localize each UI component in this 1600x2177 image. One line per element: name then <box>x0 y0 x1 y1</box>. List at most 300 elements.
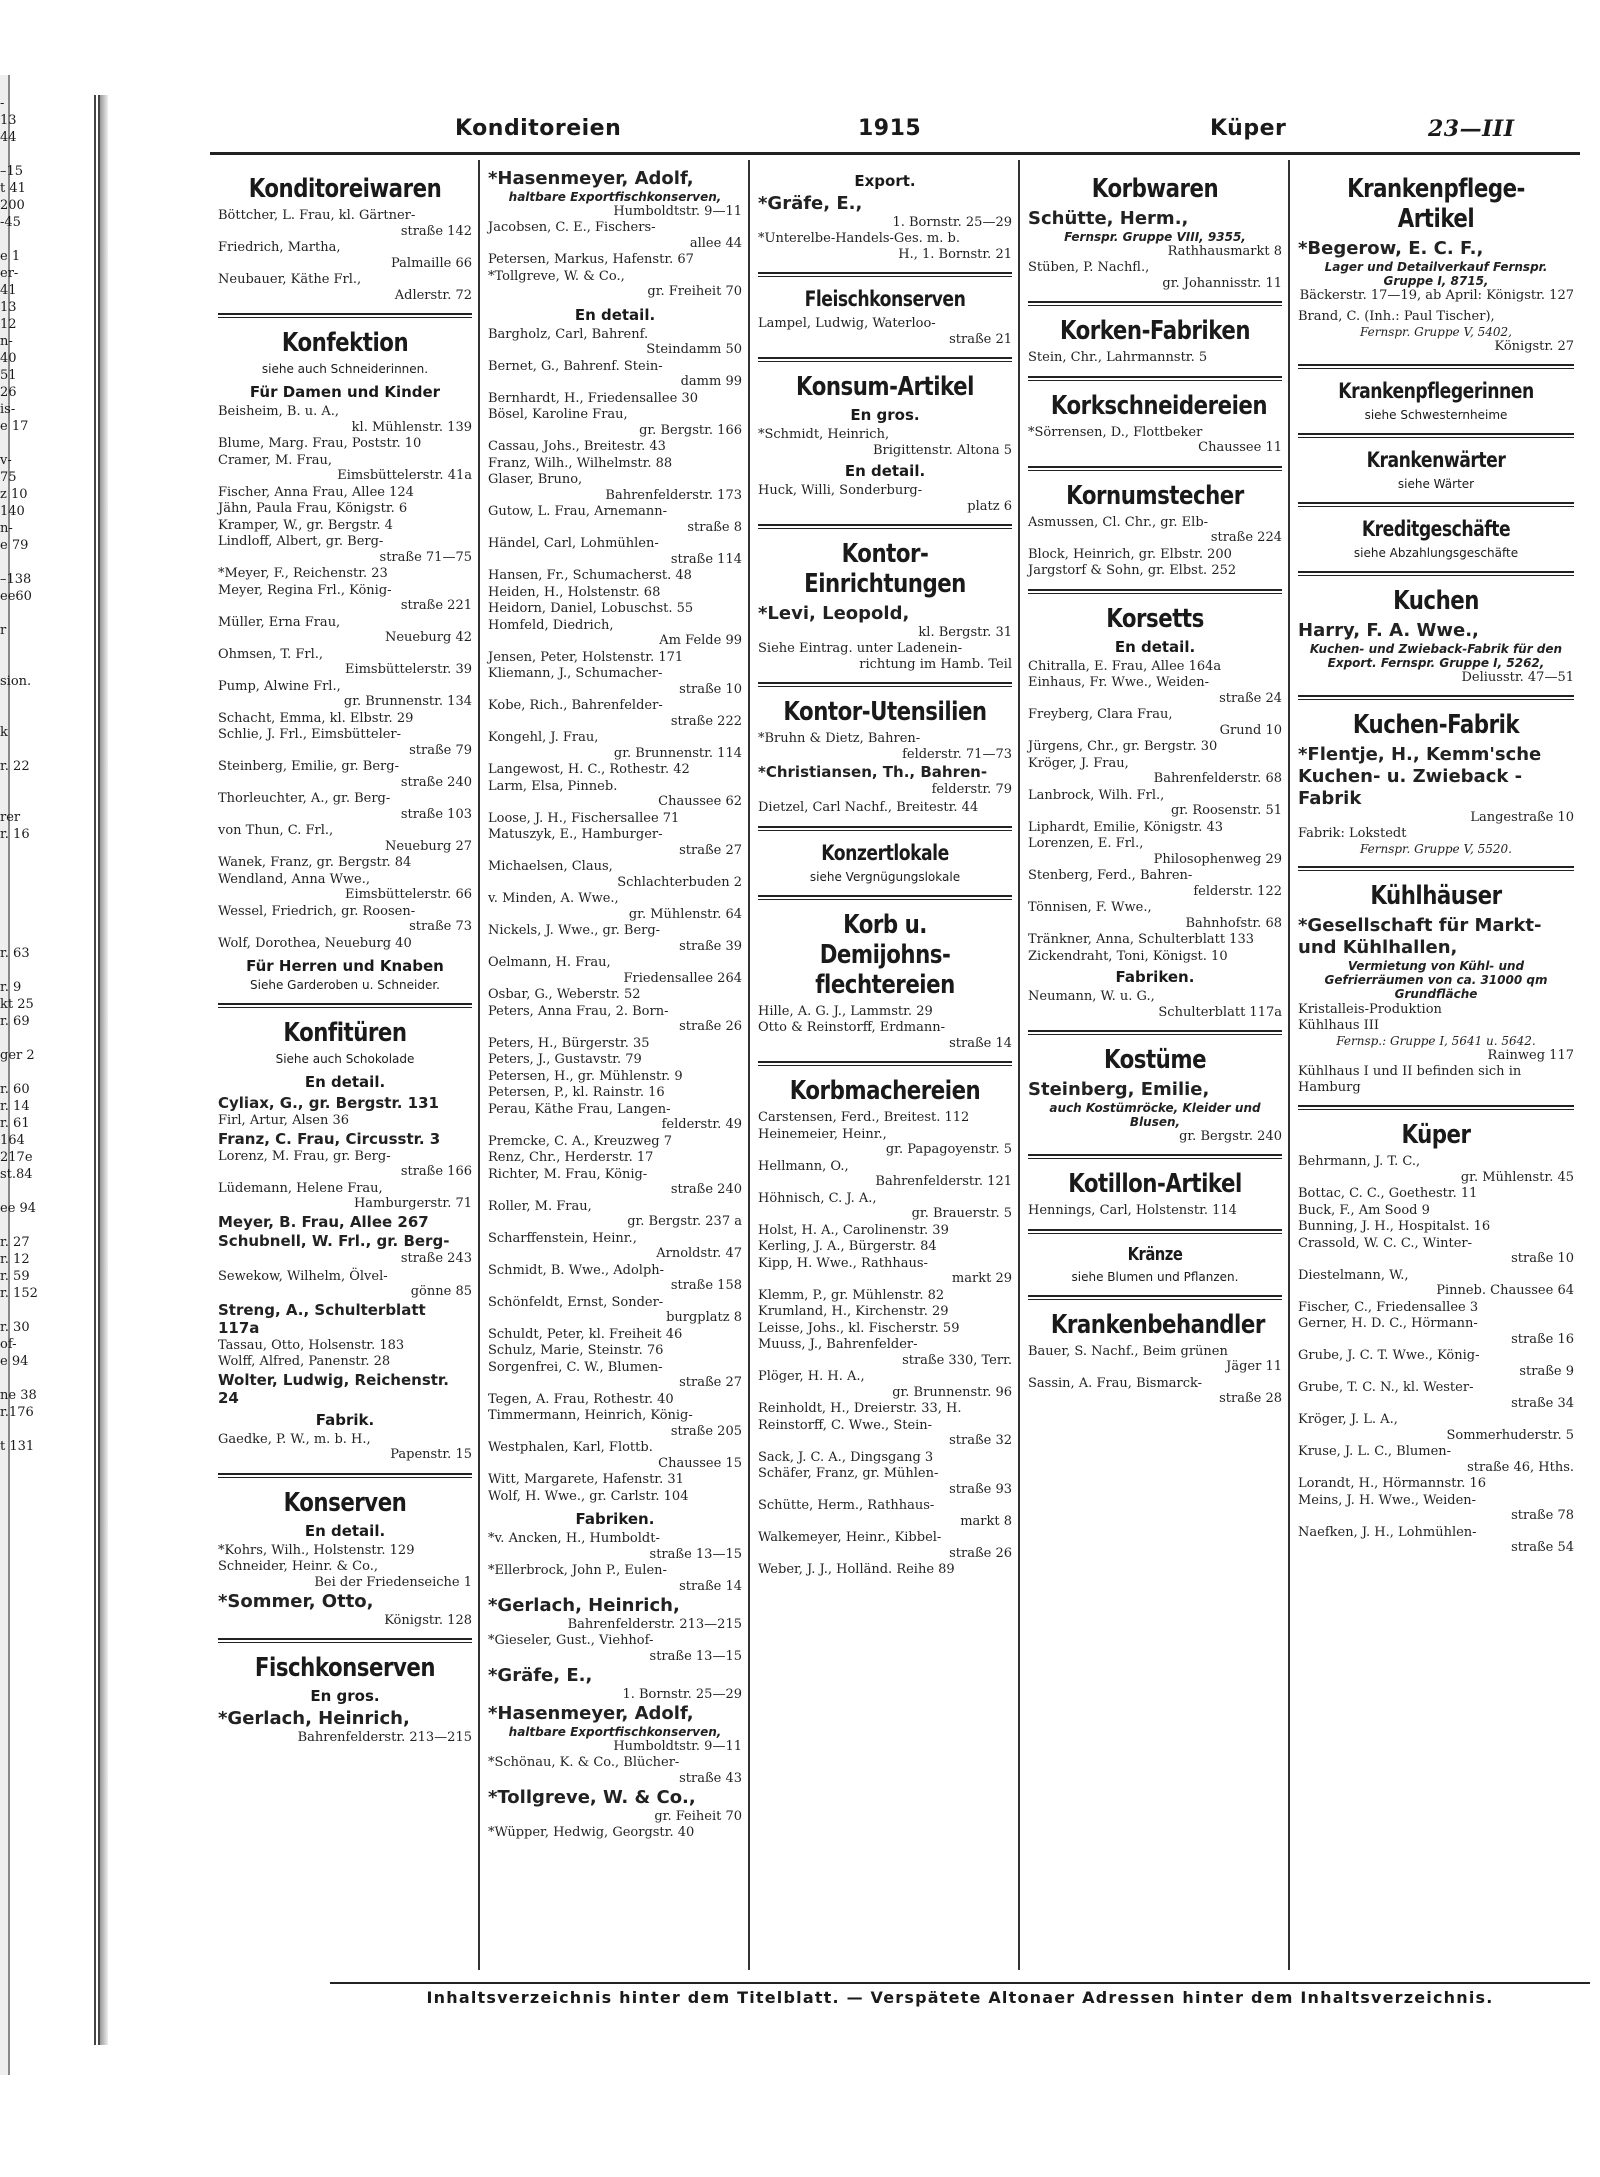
entry-address: straße 73 <box>409 919 472 934</box>
entry-address: Steindamm 50 <box>646 342 742 357</box>
entry-name: Petersen, P., kl. Rainstr. 16 <box>488 1085 665 1100</box>
directory-entry <box>218 404 472 435</box>
entry-address: straße 71—75 <box>379 549 472 565</box>
entry-name: Oelmann, H. Frau, <box>488 955 611 970</box>
entry-address: felderstr. 79 <box>931 782 1012 797</box>
directory-entry <box>1028 515 1282 546</box>
left-page-fragment-line <box>0 554 94 571</box>
entry-address: gr. Brauerstr. 5 <box>911 1206 1012 1221</box>
entry-name: Kröger, J. L. A., <box>1298 1412 1398 1427</box>
entry-name: *Schönau, K. & Co., Blücher- <box>488 1755 680 1770</box>
left-page-fragment-line <box>0 1217 94 1234</box>
entry-name: *Ellerbrock, John P., Eulen- <box>488 1563 667 1578</box>
entry-name: Timmermann, Heinrich, König- <box>488 1408 693 1423</box>
entry-name: Tegen, A. Frau, Rothestr. 40 <box>488 1391 674 1407</box>
directory-section <box>1298 571 1574 685</box>
directory-section <box>488 306 742 1505</box>
entry-address: allee 44 <box>689 235 742 251</box>
directory-entry <box>488 1069 742 1085</box>
entry-name: Naefken, J. H., Lohmühlen- <box>1298 1524 1477 1540</box>
entry-name: Crassold, W. C. C., Winter- <box>1298 1235 1472 1251</box>
entry-name: Tassau, Otto, Holsenstr. 183 <box>218 1337 405 1353</box>
section-heading: Korbwaren <box>1091 174 1219 204</box>
directory-entry <box>758 1450 1012 1466</box>
section-heading: Korkschneidereien <box>1050 390 1268 421</box>
directory-entry <box>1298 1348 1574 1379</box>
entry-address: straße 13—15 <box>649 1648 742 1664</box>
entry-name: *Hasenmeyer, Adolf, <box>488 1703 694 1724</box>
directory-entry <box>488 1036 742 1052</box>
section-subheading: Fabrik. <box>315 1410 375 1429</box>
directory-section <box>758 357 1012 514</box>
entry-address: burgplatz 8 <box>666 1310 742 1325</box>
left-page-fragment-line: –138 <box>0 572 32 587</box>
entry-name: Kongehl, J. Frau, <box>488 730 599 745</box>
left-page-fragment-line <box>0 928 94 945</box>
entry-address: straße 114 <box>670 551 742 567</box>
left-page-fragment-line <box>0 792 94 809</box>
entry-name: Reinstorff, C. Wwe., Stein- <box>758 1417 933 1433</box>
entry-name: Meins, J. H. Wwe., Weiden- <box>1298 1492 1477 1508</box>
entry-name: Schmidt, B. Wwe., Adolph- <box>488 1262 665 1278</box>
entry-address: gr. Brunnenstr. 96 <box>892 1384 1012 1400</box>
entry-name: Osbar, G., Weberstr. 52 <box>488 987 641 1002</box>
binding-shadow <box>100 95 108 2045</box>
directory-column <box>750 160 1020 1970</box>
entry-address: straße 14 <box>949 1035 1012 1051</box>
entry-name: Cramer, M. Frau, <box>218 452 333 468</box>
directory-entry <box>1298 1002 1574 1018</box>
entry-name: *Gieseler, Gust., Viehhof- <box>488 1633 654 1648</box>
left-page-fragment-line <box>0 1064 94 1081</box>
section-divider <box>1028 1295 1282 1300</box>
directory-entry <box>218 566 472 582</box>
entry-name: *Levi, Leopold, <box>758 603 910 624</box>
directory-entry <box>488 269 742 300</box>
left-page-fragment-line: r. 69 <box>0 1014 30 1029</box>
directory-entry <box>218 855 472 871</box>
section-heading: Korken-Fabriken <box>1059 316 1251 346</box>
directory-column <box>1020 160 1290 1970</box>
entry-name: *Sörrensen, D., Flottbeker <box>1028 424 1203 440</box>
directory-entry <box>1298 744 1574 825</box>
left-page-fragment-line: 44 <box>0 130 17 145</box>
left-page-fragment-line: 75 <box>0 470 17 485</box>
entry-address: Humboldtstr. 9—11 <box>613 1739 742 1754</box>
left-page-fragment-line: t 41 <box>0 181 26 196</box>
directory-entry <box>758 427 1012 458</box>
page-header <box>210 112 1580 155</box>
entry-name: Leisse, Johs., kl. Fischerstr. 59 <box>758 1320 960 1336</box>
directory-entry <box>218 647 472 678</box>
directory-entry <box>488 811 742 827</box>
entry-name: Stenberg, Ferd., Bahren- <box>1028 868 1193 883</box>
left-page-fragment-line: r. 9 <box>0 980 22 995</box>
directory-entry <box>758 193 1012 230</box>
entry-name: Sack, J. C. A., Dingsgang 3 <box>758 1449 934 1465</box>
section-subheading: En detail. <box>304 1073 386 1091</box>
entry-address: Eimsbüttelerstr. 39 <box>344 662 472 677</box>
directory-section <box>758 272 1012 347</box>
entry-name: Behrmann, J. T. C., <box>1298 1154 1421 1169</box>
entry-address: Grund 10 <box>1219 722 1282 738</box>
left-page-fragment-line <box>0 707 94 724</box>
entry-name: *Flentje, H., Kemm'sche Kuchen- u. Zwieback - Fabrik <box>1298 744 1542 809</box>
directory-section <box>1028 1229 1282 1285</box>
directory-entry <box>218 1338 472 1354</box>
left-page-fragment-line <box>0 1183 94 1200</box>
directory-entry <box>218 1543 472 1559</box>
directory-entry <box>758 641 1012 672</box>
entry-name: Schönfeldt, Ernst, Sonder- <box>488 1294 664 1310</box>
entry-name: Huck, Willi, Sonderburg- <box>758 483 923 498</box>
entry-name: Bunning, J. H., Hospitalst. 16 <box>1298 1219 1491 1234</box>
entry-address: Neueburg 42 <box>384 630 472 645</box>
directory-entry <box>1298 1268 1574 1299</box>
left-page-fragment-line: ger 2 <box>0 1048 35 1063</box>
section-subheading: En detail. <box>1114 637 1196 656</box>
entry-name: Höhnisch, C. J. A., <box>758 1190 877 1206</box>
directory-entry <box>488 1440 742 1471</box>
directory-entry <box>488 585 742 601</box>
entry-address: Eimsbüttelerstr. 41a <box>337 468 472 483</box>
cross-reference: siehe Wärter <box>1397 477 1475 491</box>
directory-entry <box>218 453 472 484</box>
cross-reference: siehe Blumen und Pflanzen. <box>1071 1269 1239 1284</box>
entry-name: Heidorn, Daniel, Lobuschst. 55 <box>488 601 694 616</box>
section-divider <box>1298 866 1574 871</box>
entry-name: Lanbrock, Wilh. Frl., <box>1028 787 1165 803</box>
entry-address: kl. Mühlenstr. 139 <box>351 419 472 435</box>
left-page-fragment-line: r.176 <box>0 1405 34 1420</box>
entry-name: *Bruhn & Dietz, Bahren- <box>758 731 921 746</box>
entry-address: Rainweg 117 <box>1487 1047 1574 1063</box>
left-page-fragment-line: - <box>0 96 5 111</box>
section-heading: Kuchen-Fabrik <box>1352 710 1520 740</box>
entry-name: Bösel, Karoline Frau, <box>488 407 628 422</box>
entry-name: *Gesellschaft für Markt- und Kühlhallen, <box>1298 914 1542 958</box>
entry-name: Böttcher, L. Frau, kl. Gärtner- <box>218 208 416 223</box>
left-page-fragment-line: e 1 <box>0 249 21 264</box>
entry-name: Zickendraht, Toni, Königst. 10 <box>1028 948 1228 964</box>
entry-name: Bernhardt, H., Friedensallee 30 <box>488 390 698 406</box>
section-divider <box>758 524 1012 529</box>
entry-name: Schäfer, Franz, gr. Mühlen- <box>758 1466 939 1481</box>
directory-entry <box>488 923 742 954</box>
directory-entry <box>1028 900 1282 931</box>
left-page-fragment-line: n- <box>0 334 13 349</box>
entry-address: straße 26 <box>679 1019 742 1034</box>
entry-name: Thorleuchter, A., gr. Berg- <box>218 791 391 806</box>
section-heading: Kontor-Einrichtungen <box>804 539 966 599</box>
entry-name: *Gerlach, Heinrich, <box>488 1595 680 1616</box>
entry-name: Harry, F. A. Wwe., <box>1298 620 1479 641</box>
left-page-fragment-line: st.84 <box>0 1167 33 1182</box>
directory-section <box>1028 1154 1282 1219</box>
entry-address: Chaussee 15 <box>658 1455 742 1471</box>
entry-name: *Tollgreve, W. & Co., <box>488 1787 696 1808</box>
entry-name: Wolf, H. Wwe., gr. Carlstr. 104 <box>488 1488 689 1504</box>
entry-name: Petersen, H., gr. Mühlenstr. 9 <box>488 1068 683 1084</box>
entry-name: Gaedke, P. W., m. b. H., <box>218 1431 371 1447</box>
section-heading: Konsum-Artikel <box>796 372 974 402</box>
entry-name: *Christiansen, Th., Bahren- <box>758 763 988 781</box>
entry-name: Diestelmann, W., <box>1298 1267 1409 1283</box>
left-page-fragment-line: 140 <box>0 504 25 519</box>
left-page-fragment-line: 41 <box>0 283 17 298</box>
directory-section <box>218 957 472 993</box>
left-page-fragment-line: 51 <box>0 368 17 383</box>
entry-name: Fischer, Anna Frau, Allee 124 <box>218 484 414 500</box>
directory-entry <box>218 1432 472 1463</box>
left-page-fragment-line: 40 <box>0 351 17 366</box>
section-subheading: Export. <box>854 172 916 190</box>
entry-address: markt 29 <box>951 1271 1012 1286</box>
left-page-fragment-line: r. 61 <box>0 1116 30 1131</box>
directory-section <box>1298 174 1574 303</box>
entry-address: felderstr. 122 <box>1193 883 1282 899</box>
directory-entry <box>758 316 1012 347</box>
entry-address: Philosophenweg 29 <box>1153 851 1282 867</box>
entry-address: straße 28 <box>1219 1391 1282 1406</box>
section-subheading: Fabriken. <box>575 1510 655 1528</box>
entry-name: Bernet, G., Bahrenf. Stein- <box>488 358 663 374</box>
left-page-fragment-line <box>0 690 94 707</box>
entry-address: gr. Johannisstr. 11 <box>1162 275 1282 291</box>
directory-section <box>1028 589 1282 1021</box>
section-heading: Kontor-Utensilien <box>783 697 987 727</box>
cross-reference: siehe Schwesternheime <box>1364 408 1508 422</box>
directory-section <box>1298 695 1574 856</box>
left-page-fragment-line: kt 25 <box>0 997 34 1012</box>
directory-entry <box>1298 915 1574 1001</box>
entry-name: Otto & Reinstorff, Erdmann- <box>758 1020 945 1035</box>
entry-name: Brand, C. (Inh.: Paul Tischer), <box>1298 309 1495 324</box>
section-heading: Korb u. Demijohns-flechtereien <box>815 909 955 1000</box>
section-divider <box>1298 433 1574 438</box>
section-heading: Kreditgeschäfte <box>1361 517 1511 541</box>
entry-note: Vermietung von Kühl- und Gefrierräumen von ca. 31000 qm Grundfläche <box>1324 958 1548 1001</box>
header-year: 1915 <box>858 116 922 141</box>
section-divider <box>758 826 1012 831</box>
entry-address: Langestraße 10 <box>1470 810 1574 825</box>
directory-column <box>210 160 480 1970</box>
entry-name: Wendland, Anna Wwe., <box>218 871 371 887</box>
directory-entry <box>1298 1493 1574 1524</box>
entry-note: Fernspr. Gruppe V, 5402, <box>1359 324 1512 339</box>
entry-name: Kristalleis-Produktion <box>1298 1001 1442 1017</box>
entry-address: gr. Feiheit 70 <box>654 1809 742 1824</box>
entry-name: Fischer, C., Friedensallee 3 <box>1298 1299 1479 1315</box>
entry-name: Perau, Käthe Frau, Langen- <box>488 1101 671 1117</box>
left-page-fragment-line: -45 <box>0 215 21 230</box>
entry-address: Brigittenstr. Altona 5 <box>873 442 1012 458</box>
entry-address: straße 158 <box>670 1278 742 1293</box>
entry-address: straße 14 <box>679 1578 742 1594</box>
left-page-fragment-line <box>0 775 94 792</box>
entry-name: Sassin, A. Frau, Bismarck- <box>1028 1375 1203 1391</box>
left-page-fragment-line: r. 60 <box>0 1082 30 1097</box>
entry-address: straße 9 <box>1519 1363 1574 1379</box>
directory-section <box>758 682 1012 816</box>
entry-name: Plöger, H. H. A., <box>758 1369 865 1384</box>
entry-note: Fernspr. Gruppe V, 5520. <box>1359 841 1512 856</box>
entry-address: straße 26 <box>949 1545 1012 1561</box>
directory-entry <box>488 650 742 666</box>
directory-entry <box>1028 425 1282 456</box>
entry-name: Kerling, J. A., Bürgerstr. 84 <box>758 1239 937 1254</box>
entry-address: H., 1. Bornstr. 21 <box>898 246 1012 262</box>
directory-section <box>758 1061 1012 1578</box>
directory-section <box>218 1638 472 1745</box>
entry-note: Fernspr. Gruppe VIII, 9355, <box>1064 230 1246 244</box>
left-page-fragment-line: r. 12 <box>0 1252 30 1267</box>
left-page-fragment-line: e 94 <box>0 1354 29 1369</box>
entry-name: Wessel, Friedrich, gr. Roosen- <box>218 903 416 919</box>
section-subheading: En gros. <box>850 406 920 424</box>
directory-entry <box>1028 788 1282 819</box>
directory-entry <box>758 800 1012 816</box>
entry-name: v. Minden, A. Wwe., <box>488 891 619 906</box>
directory-entry <box>1028 1079 1282 1144</box>
directory-section <box>488 1510 742 1841</box>
entry-name: Kliemann, J., Schumacher- <box>488 666 663 681</box>
left-page-fragment-line <box>0 656 94 673</box>
entry-address: gr. Freiheit 70 <box>647 284 742 299</box>
section-subheading: En detail. <box>304 1521 386 1540</box>
left-page-fragment-line <box>0 605 94 622</box>
entry-address: Palmaille 66 <box>391 255 472 271</box>
entry-name: Premcke, C. A., Kreuzweg 7 <box>488 1133 673 1149</box>
entry-name: Kröger, J. Frau, <box>1028 755 1129 771</box>
entry-name: Matuszyk, E., Hamburger- <box>488 827 663 842</box>
entry-name: Lorenzen, E. Frl., <box>1028 836 1144 851</box>
directory-entry <box>488 1004 742 1035</box>
entry-name: Larm, Elsa, Pinneb. <box>488 778 618 794</box>
left-page-fragment-line: 217e <box>0 1150 33 1165</box>
directory-section <box>1028 1295 1282 1407</box>
directory-entry <box>218 1149 472 1180</box>
directory-entry <box>758 731 1012 762</box>
entry-name: Meyer, B. Frau, Allee 267 <box>218 1212 429 1231</box>
directory-entry <box>488 1167 742 1198</box>
entry-address: damm 99 <box>680 374 742 389</box>
directory-entry <box>488 1787 742 1824</box>
directory-entry <box>218 1113 472 1129</box>
directory-entry <box>218 904 472 935</box>
entry-name: Hille, A. G. J., Lammstr. 29 <box>758 1003 933 1019</box>
left-page-fragment-line: n- <box>0 521 13 536</box>
entry-name: Jürgens, Chr., gr. Bergstr. 30 <box>1028 739 1218 754</box>
entry-name: *Gräfe, E., <box>758 193 863 214</box>
directory-entry <box>488 1408 742 1439</box>
directory-entry <box>1028 563 1282 579</box>
directory-entry <box>1028 350 1282 366</box>
entry-address: Humboldtstr. 9—11 <box>613 204 742 219</box>
entry-name: Grube, T. C. N., kl. Wester- <box>1298 1380 1474 1395</box>
directory-entry <box>1298 1300 1574 1316</box>
entry-name: Tönnisen, F. Wwe., <box>1028 900 1152 915</box>
directory-entry <box>488 327 742 358</box>
section-divider <box>1028 1030 1282 1035</box>
section-divider <box>758 895 1012 900</box>
directory-entry <box>218 1094 472 1112</box>
entry-address: gr. Mühlenstr. 45 <box>1460 1169 1574 1185</box>
entry-name: *Tollgreve, W. & Co., <box>488 268 625 284</box>
entry-address: Neueburg 27 <box>384 838 472 854</box>
directory-entry <box>488 220 742 251</box>
entry-name: Klemm, P., gr. Mühlenstr. 82 <box>758 1287 945 1303</box>
entry-name: Schubnell, W. Frl., gr. Berg- <box>218 1231 450 1250</box>
entry-name: Siehe Eintrag. unter Ladenein- <box>758 641 963 656</box>
header-keyword: Küper <box>1210 116 1287 141</box>
entry-address: gönne 85 <box>410 1284 472 1299</box>
directory-section <box>218 1473 472 1629</box>
entry-name: Streng, A., Schulterblatt 117a <box>218 1300 426 1337</box>
entry-address: gr. Bergstr. 237 a <box>627 1214 742 1229</box>
section-heading: Krankenpflege-Artikel <box>1347 174 1525 234</box>
entry-name: Michaelsen, Claus, <box>488 859 613 874</box>
directory-entry <box>1298 620 1574 685</box>
entry-address: 1. Bornstr. 25—29 <box>622 1687 742 1702</box>
entry-name: Peters, J., Gustavstr. 79 <box>488 1052 642 1067</box>
entry-address: Hamburgerstr. 71 <box>353 1196 472 1211</box>
section-divider <box>1028 589 1282 594</box>
header-section-title: Konditoreien <box>455 116 622 141</box>
directory-section <box>218 1003 472 1463</box>
entry-address: straße 13—15 <box>649 1546 742 1562</box>
left-page-fragment-line: r. 16 <box>0 827 30 842</box>
directory-entry <box>218 208 472 239</box>
left-page-fragment-line: v- <box>0 453 12 468</box>
entry-address: straße 21 <box>949 331 1012 347</box>
directory-entry <box>1298 1018 1574 1063</box>
section-divider <box>1298 502 1574 507</box>
section-divider <box>1028 1154 1282 1159</box>
cross-reference: siehe Abzahlungsgeschäfte <box>1353 546 1519 560</box>
entry-address: Bahrenfelderstr. 121 <box>875 1174 1012 1189</box>
entry-address: kl. Bergstr. 31 <box>918 625 1012 640</box>
directory-entry <box>488 536 742 567</box>
entry-name: Kruse, J. L. C., Blumen- <box>1298 1444 1452 1459</box>
entry-address: straße 32 <box>949 1433 1012 1448</box>
directory-entry <box>1298 1186 1574 1202</box>
directory-section <box>758 172 1012 262</box>
entry-address: Adlerstr. 72 <box>394 287 472 303</box>
entry-address: straße 10 <box>1511 1251 1574 1266</box>
section-heading: Krankenwärter <box>1366 448 1506 472</box>
directory-entry <box>218 936 472 952</box>
directory-entry <box>488 568 742 584</box>
directory-section <box>1028 376 1282 456</box>
directory-entry <box>488 1563 742 1594</box>
section-heading: Kostüme <box>1103 1045 1207 1075</box>
directory-entry <box>1298 238 1574 303</box>
section-heading: Kühlhäuser <box>1370 880 1502 911</box>
entry-address: straße 243 <box>400 1250 472 1266</box>
directory-entry <box>218 1708 472 1745</box>
directory-entry <box>758 603 1012 640</box>
directory-entry <box>758 1127 1012 1158</box>
directory-section <box>1298 1105 1574 1556</box>
entry-name: Stüben, P. Nachfl., <box>1028 260 1150 275</box>
directory-entry <box>758 1004 1012 1020</box>
entry-name: Carstensen, Ferd., Breitest. 112 <box>758 1110 970 1125</box>
left-page-fragment-line <box>0 911 94 928</box>
directory-entry <box>218 679 472 710</box>
section-divider <box>758 1061 1012 1066</box>
section-divider <box>1028 301 1282 306</box>
